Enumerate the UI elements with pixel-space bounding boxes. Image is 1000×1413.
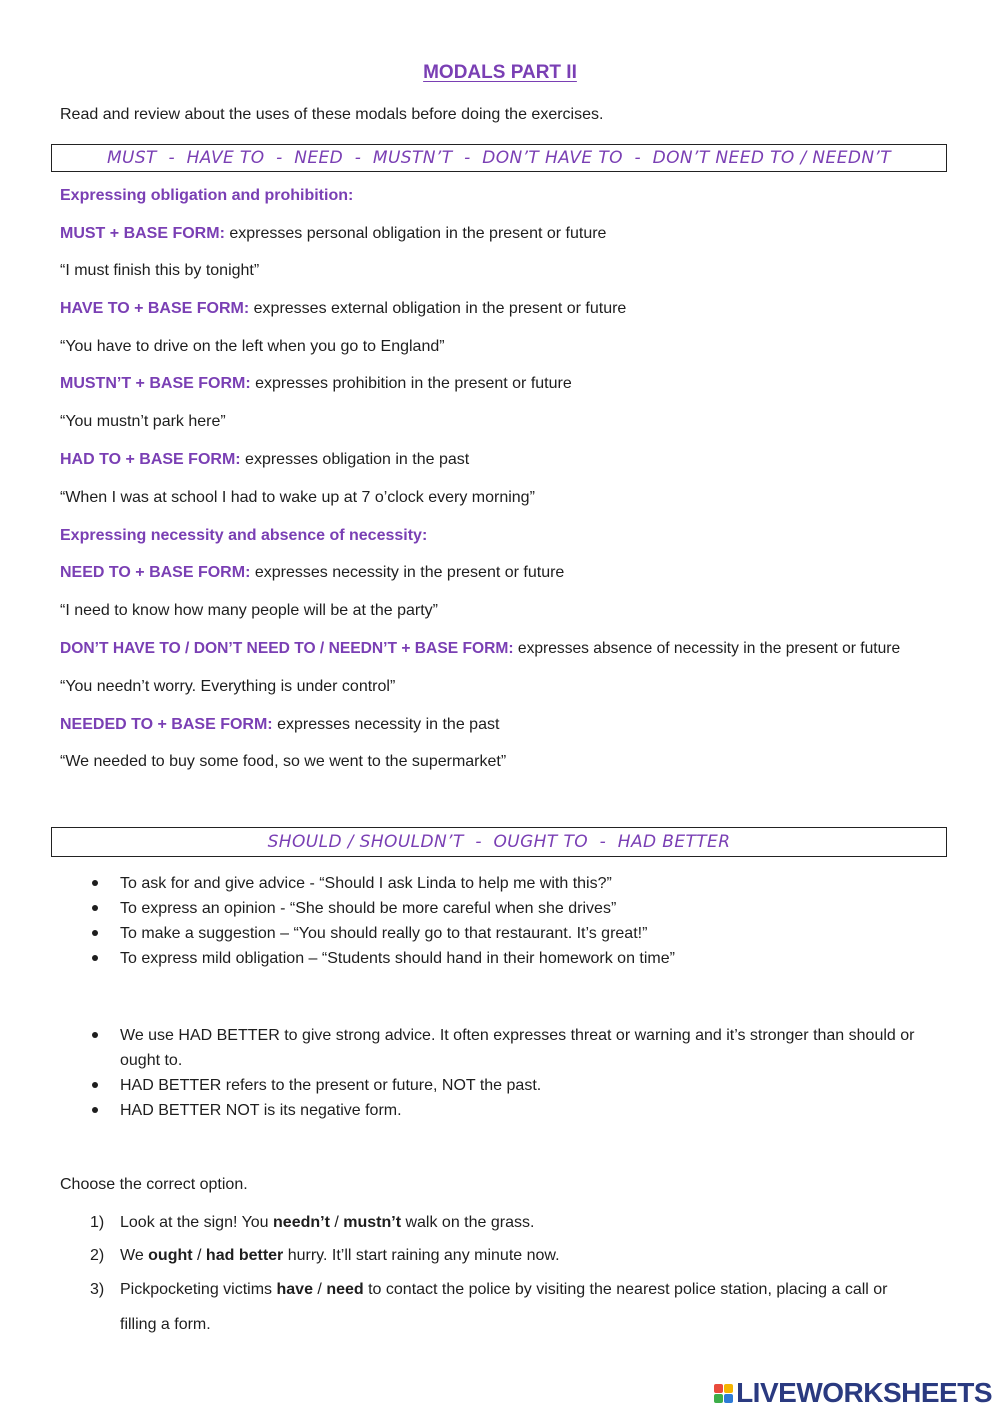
rule-had-to: HAD TO + BASE FORM: expresses obligation in the past — [60, 451, 470, 468]
list-item: We use HAD BETTER to give strong advice. It often expresses threat or warning and it’s stronger than should or ought to. — [60, 1023, 935, 1073]
option-have[interactable]: have — [276, 1281, 313, 1298]
rule-dont-have-to: DON’T HAVE TO / DON’T NEED TO / NEEDN’T + BASE FORM: expresses absence of necessity in the present or future — [60, 640, 901, 657]
bullet-icon — [92, 880, 98, 886]
example-dont-have-to: “You needn’t worry. Everything is under control” — [60, 678, 396, 695]
logo-mark-icon — [714, 1384, 733, 1403]
question-1: 1) Look at the sign! You needn’t / mustn’t walk on the grass. — [90, 1214, 535, 1231]
list-item: To express mild obligation – “Students should hand in their homework on time” — [60, 946, 940, 971]
logo-square — [724, 1384, 733, 1393]
section2-heading: Expressing necessity and absence of necessity: — [60, 527, 428, 544]
bullet-icon — [92, 930, 98, 936]
example-need-to: “I need to know how many people will be at the party” — [60, 602, 438, 619]
list-item: HAD BETTER refers to the present or future, NOT the past. — [60, 1073, 940, 1098]
list-item: To express an opinion - “She should be more careful when she drives” — [60, 896, 940, 921]
question-3: 3) Pickpocketing victims have / need to contact the police by visiting the nearest police station, placing a call or — [90, 1281, 888, 1298]
intro-text: Read and review about the uses of these modals before doing the exercises. — [60, 106, 604, 123]
bullet-icon — [92, 905, 98, 911]
exercise-instruction: Choose the correct option. — [60, 1176, 248, 1193]
rule-needed-to: NEEDED TO + BASE FORM: expresses necessity in the past — [60, 716, 500, 733]
logo-square — [714, 1384, 723, 1393]
page-title: MODALS PART II — [423, 62, 577, 83]
example-needed-to: “We needed to buy some food, so we went to the supermarket” — [60, 753, 507, 770]
list-item: To make a suggestion – “You should really go to that restaurant. It’s great!” — [60, 921, 940, 946]
bullet-icon — [92, 1082, 98, 1088]
bullet-icon — [92, 1032, 98, 1038]
list-item: To ask for and give advice - “Should I ask Linda to help me with this?” — [60, 871, 940, 896]
example-had-to: “When I was at school I had to wake up at 7 o’clock every morning” — [60, 489, 535, 506]
logo-square — [724, 1394, 733, 1403]
option-neednt[interactable]: needn’t — [273, 1214, 330, 1231]
rule-need-to: NEED TO + BASE FORM: expresses necessity in the present or future — [60, 564, 565, 581]
rule-have-to: HAVE TO + BASE FORM: expresses external obligation in the present or future — [60, 300, 627, 317]
question-3-continuation: filling a form. — [120, 1316, 211, 1333]
modals-box-1: MUST - HAVE TO - NEED - MUSTN’T - DON’T HAVE TO - DON’T NEED TO / NEEDN’T — [51, 144, 947, 172]
rule-mustnt: MUSTN’T + BASE FORM: expresses prohibition in the present or future — [60, 375, 572, 392]
example-mustnt: “You mustn’t park here” — [60, 413, 226, 430]
option-ought[interactable]: ought — [148, 1247, 193, 1264]
question-2: 2) We ought / had better hurry. It’ll start raining any minute now. — [90, 1247, 560, 1264]
bullet-icon — [92, 955, 98, 961]
liveworksheets-logo: LIVEWORKSHEETS — [714, 1377, 992, 1409]
option-mustnt[interactable]: mustn’t — [343, 1214, 402, 1231]
example-must: “I must finish this by tonight” — [60, 262, 260, 279]
rule-must: MUST + BASE FORM: expresses personal obligation in the present or future — [60, 225, 607, 242]
list-item: HAD BETTER NOT is its negative form. — [60, 1098, 940, 1123]
example-have-to: “You have to drive on the left when you go to England” — [60, 338, 445, 355]
bullet-icon — [92, 1107, 98, 1113]
logo-square — [714, 1394, 723, 1403]
modals-box-2: SHOULD / SHOULDN’T - OUGHT TO - HAD BETTER — [51, 827, 947, 857]
option-need[interactable]: need — [326, 1281, 364, 1298]
section1-heading: Expressing obligation and prohibition: — [60, 187, 354, 204]
option-had-better[interactable]: had better — [205, 1247, 284, 1264]
